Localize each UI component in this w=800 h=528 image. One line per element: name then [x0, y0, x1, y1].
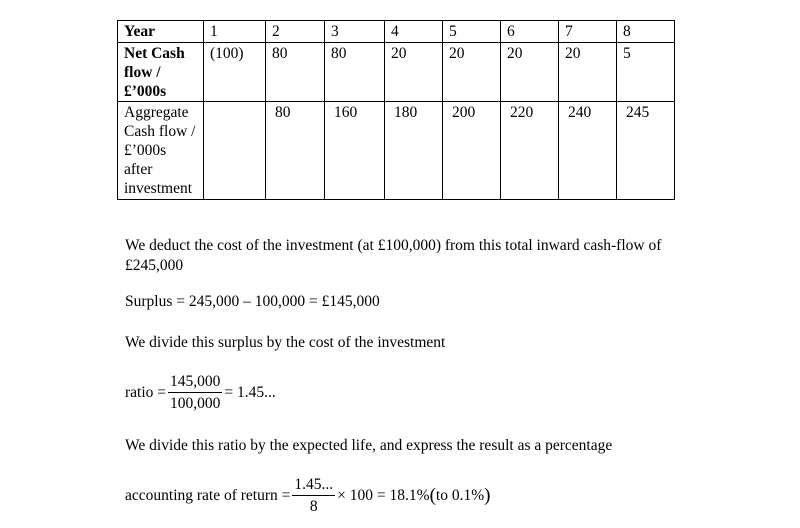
- arr-note: to 0.1%: [435, 486, 485, 504]
- year-cell: 4: [385, 21, 443, 43]
- ratio-denominator: 100,000: [170, 395, 221, 412]
- year-cell: 3: [325, 21, 385, 43]
- ratio-equation: [125, 372, 276, 413]
- deduct-paragraph: We deduct the cost of the investment (at £100,000) from this total inward cash-flow of £245,000: [125, 237, 662, 274]
- year-cell: 2: [266, 21, 325, 43]
- net-cash-flow-cell: (100): [204, 43, 266, 102]
- net-cash-flow-cell: 20: [385, 43, 443, 102]
- arr-rhs: × 100 = 18.1%: [337, 486, 430, 504]
- arr-denominator: 8: [309, 498, 318, 515]
- net-cash-flow-cell: 20: [559, 43, 617, 102]
- aggregate-cash-flow-cell: 180: [385, 102, 443, 200]
- arr-equation: [125, 475, 490, 516]
- arr-paren-open: (: [429, 484, 436, 506]
- aggregate-cash-flow-cell: 80: [266, 102, 325, 200]
- year-header-cell: Year: [118, 21, 204, 43]
- net-cash-flow-cell: 5: [617, 43, 675, 102]
- net-cash-flow-label: Net Cash flow / £’000s: [118, 43, 204, 102]
- year-cell: 5: [443, 21, 501, 43]
- arr-paren-close: ): [484, 484, 491, 506]
- net-cash-flow-cell: 80: [266, 43, 325, 102]
- year-cell: 7: [559, 21, 617, 43]
- cash-flow-table: [117, 20, 675, 200]
- table-row-year: [118, 21, 675, 43]
- aggregate-cash-flow-label: Aggregate Cash flow / £’000s after investment: [118, 102, 204, 200]
- aggregate-cash-flow-cell: [204, 102, 266, 200]
- aggregate-cash-flow-cell: 240: [559, 102, 617, 200]
- year-cell: 8: [617, 21, 675, 43]
- ratio-fraction: [168, 372, 222, 413]
- surplus-equation: Surplus = 245,000 – 100,000 = £145,000: [125, 293, 380, 310]
- ratio-rhs: = 1.45...: [224, 383, 276, 401]
- ratio-lhs: ratio =: [125, 383, 167, 401]
- aggregate-cash-flow-cell: 220: [501, 102, 559, 200]
- arr-lhs: accounting rate of return =: [125, 486, 291, 504]
- divide-ratio-paragraph: We divide this ratio by the expected life, and express the result as a percentage: [125, 437, 613, 454]
- aggregate-cash-flow-cell: 200: [443, 102, 501, 200]
- net-cash-flow-cell: 80: [325, 43, 385, 102]
- net-cash-flow-cell: 20: [443, 43, 501, 102]
- net-cash-flow-cell: 20: [501, 43, 559, 102]
- table-row-aggregate-cash-flow: [118, 102, 675, 200]
- year-cell: 6: [501, 21, 559, 43]
- arr-numerator: 1.45...: [292, 475, 335, 496]
- year-cell: 1: [204, 21, 266, 43]
- divide-surplus-paragraph: We divide this surplus by the cost of the investment: [125, 334, 446, 351]
- ratio-numerator: 145,000: [168, 372, 222, 393]
- table-row-net-cash-flow: [118, 43, 675, 102]
- arr-fraction: [292, 475, 335, 516]
- aggregate-cash-flow-cell: 245: [617, 102, 675, 200]
- aggregate-cash-flow-cell: 160: [325, 102, 385, 200]
